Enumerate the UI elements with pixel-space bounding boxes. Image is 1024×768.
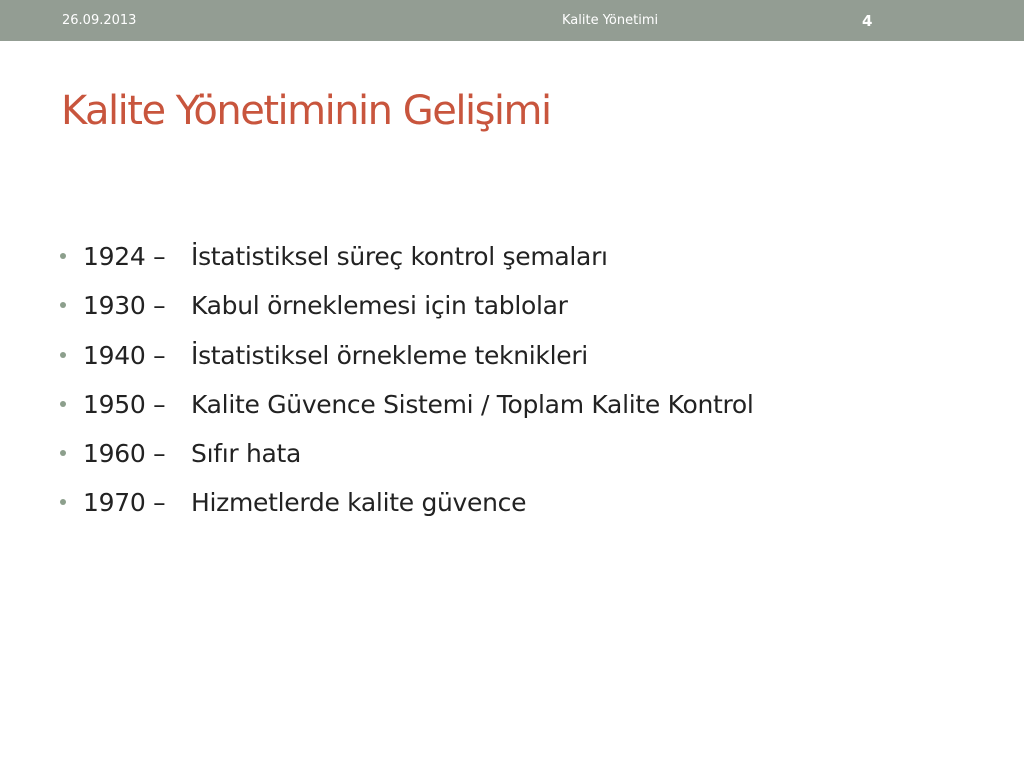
bullet-year: 1970 –: [83, 488, 166, 518]
header-presentation-title: Kalite Yönetimi: [562, 13, 659, 28]
bullet-dot-icon: [60, 401, 66, 407]
bullet-year: 1940 –: [83, 340, 166, 370]
header-date: 26.09.2013: [62, 13, 137, 28]
bullet-text: Sıfır hata: [191, 439, 302, 469]
bullet-dot-icon: [60, 352, 66, 358]
header-bar: [0, 0, 1024, 41]
bullet-text: Kabul örneklemesi için tablolar: [191, 291, 568, 321]
bullet-year: 1924 –: [83, 242, 166, 271]
bullet-dot-icon: [60, 499, 66, 505]
header-page-number: 4: [862, 12, 873, 30]
bullet-text: İstatistiksel örnekleme teknikleri: [191, 340, 588, 370]
bullet-text: Kalite Güvence Sistemi / Toplam Kalite Kontrol: [191, 389, 754, 419]
bullet-year: 1950 –: [83, 389, 166, 419]
bullet-year: 1930 –: [83, 291, 166, 321]
bullet-text: Hizmetlerde kalite güvence: [191, 488, 527, 518]
bullet-dot-icon: [60, 302, 66, 308]
bullet-year: 1960 –: [83, 439, 166, 469]
slide-title: Kalite Yönetiminin Gelişimi: [61, 88, 551, 134]
bullet-text: İstatistiksel süreç kontrol şemaları: [191, 242, 608, 271]
bullet-dot-icon: [60, 450, 66, 456]
bullet-dot-icon: [60, 253, 66, 259]
